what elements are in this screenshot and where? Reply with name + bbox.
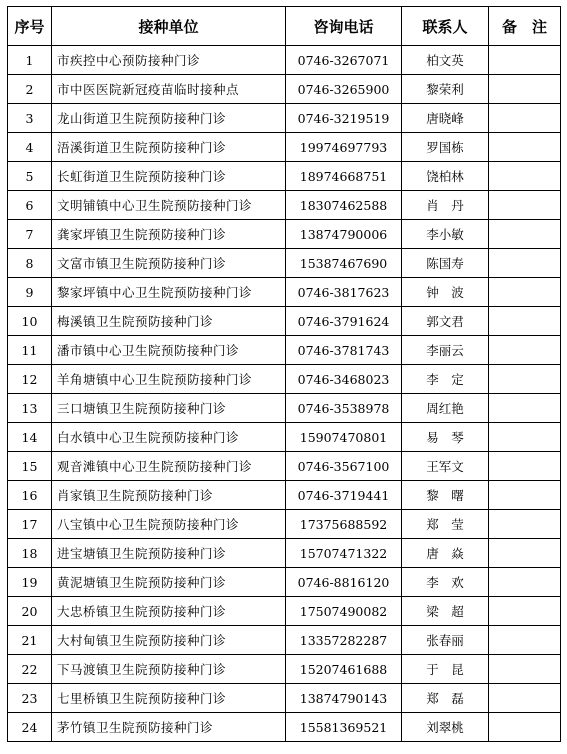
row-unit-name: 八宝镇中心卫生院预防接种门诊: [52, 510, 286, 539]
row-number: 17: [8, 510, 52, 539]
row-number: 11: [8, 336, 52, 365]
vaccination-sites-table: [7, 6, 561, 742]
row-unit-name: 大忠桥镇卫生院预防接种门诊: [52, 597, 286, 626]
row-number: 9: [8, 278, 52, 307]
row-contact: 钟 波: [402, 278, 489, 307]
table-row: [8, 713, 561, 742]
row-contact: 张春丽: [402, 626, 489, 655]
row-unit-name: 浯溪街道卫生院预防接种门诊: [52, 133, 286, 162]
table-row: [8, 568, 561, 597]
row-phone: 0746-3719441: [286, 481, 402, 510]
row-contact: 郑 莹: [402, 510, 489, 539]
row-contact: 黎 曙: [402, 481, 489, 510]
row-number: 13: [8, 394, 52, 423]
row-note: [489, 307, 561, 336]
row-phone: 18307462588: [286, 191, 402, 220]
row-phone: 19974697793: [286, 133, 402, 162]
table-row: [8, 481, 561, 510]
row-contact: 郑 磊: [402, 684, 489, 713]
row-note: [489, 626, 561, 655]
row-phone: 0746-8816120: [286, 568, 402, 597]
row-phone: 0746-3265900: [286, 75, 402, 104]
row-unit-name: 市疾控中心预防接种门诊: [52, 46, 286, 75]
row-unit-name: 三口塘镇卫生院预防接种门诊: [52, 394, 286, 423]
row-number: 1: [8, 46, 52, 75]
row-unit-name: 白水镇中心卫生院预防接种门诊: [52, 423, 286, 452]
row-phone: 0746-3791624: [286, 307, 402, 336]
row-unit-name: 梅溪镇卫生院预防接种门诊: [52, 307, 286, 336]
row-contact: 于 昆: [402, 655, 489, 684]
row-number: 6: [8, 191, 52, 220]
header-contact-person: 联系人: [402, 7, 489, 46]
table-row: [8, 510, 561, 539]
row-phone: 15387467690: [286, 249, 402, 278]
table-row: [8, 365, 561, 394]
row-number: 5: [8, 162, 52, 191]
row-contact: 李 定: [402, 365, 489, 394]
row-contact: 饶柏林: [402, 162, 489, 191]
row-unit-name: 长虹街道卫生院预防接种门诊: [52, 162, 286, 191]
row-note: [489, 568, 561, 597]
row-contact: 黎荣利: [402, 75, 489, 104]
table-row: [8, 46, 561, 75]
row-note: [489, 539, 561, 568]
row-note: [489, 220, 561, 249]
row-unit-name: 羊角塘镇中心卫生院预防接种门诊: [52, 365, 286, 394]
row-phone: 17507490082: [286, 597, 402, 626]
row-unit-name: 文明铺镇中心卫生院预防接种门诊: [52, 191, 286, 220]
row-contact: 李 欢: [402, 568, 489, 597]
row-phone: 0746-3567100: [286, 452, 402, 481]
row-unit-name: 文富市镇卫生院预防接种门诊: [52, 249, 286, 278]
row-phone: 0746-3538978: [286, 394, 402, 423]
row-unit-name: 观音滩镇中心卫生院预防接种门诊: [52, 452, 286, 481]
row-note: [489, 75, 561, 104]
row-phone: 13874790006: [286, 220, 402, 249]
row-number: 15: [8, 452, 52, 481]
row-note: [489, 278, 561, 307]
row-phone: 15707471322: [286, 539, 402, 568]
row-unit-name: 大村甸镇卫生院预防接种门诊: [52, 626, 286, 655]
row-unit-name: 市中医医院新冠疫苗临时接种点: [52, 75, 286, 104]
row-number: 2: [8, 75, 52, 104]
header-vaccination-unit: 接种单位: [52, 7, 286, 46]
row-contact: 李小敏: [402, 220, 489, 249]
row-phone: 13357282287: [286, 626, 402, 655]
table-row: [8, 162, 561, 191]
row-number: 12: [8, 365, 52, 394]
row-phone: 17375688592: [286, 510, 402, 539]
table-row: [8, 191, 561, 220]
row-phone: 0746-3781743: [286, 336, 402, 365]
row-number: 14: [8, 423, 52, 452]
row-unit-name: 黎家坪镇中心卫生院预防接种门诊: [52, 278, 286, 307]
table-row: [8, 133, 561, 162]
table-row: [8, 452, 561, 481]
row-unit-name: 潘市镇中心卫生院预防接种门诊: [52, 336, 286, 365]
row-note: [489, 365, 561, 394]
row-unit-name: 下马渡镇卫生院预防接种门诊: [52, 655, 286, 684]
row-phone: 0746-3817623: [286, 278, 402, 307]
row-phone: 15207461688: [286, 655, 402, 684]
table-row: [8, 336, 561, 365]
table-row: [8, 278, 561, 307]
row-contact: 梁 超: [402, 597, 489, 626]
header-number: 序号: [8, 7, 52, 46]
row-note: [489, 481, 561, 510]
row-note: [489, 133, 561, 162]
header-remarks: 备 注: [489, 7, 561, 46]
table-row: [8, 539, 561, 568]
row-phone: 0746-3267071: [286, 46, 402, 75]
table-row: [8, 597, 561, 626]
row-contact: 唐 焱: [402, 539, 489, 568]
row-number: 4: [8, 133, 52, 162]
row-number: 3: [8, 104, 52, 133]
row-unit-name: 龙山街道卫生院预防接种门诊: [52, 104, 286, 133]
row-contact: 周红艳: [402, 394, 489, 423]
row-phone: 0746-3468023: [286, 365, 402, 394]
header-consult-phone: 咨询电话: [286, 7, 402, 46]
table-row: [8, 307, 561, 336]
row-contact: 刘翠桃: [402, 713, 489, 742]
row-note: [489, 423, 561, 452]
row-phone: 13874790143: [286, 684, 402, 713]
row-unit-name: 龚家坪镇卫生院预防接种门诊: [52, 220, 286, 249]
row-phone: 15581369521: [286, 713, 402, 742]
row-contact: 唐晓峰: [402, 104, 489, 133]
row-note: [489, 713, 561, 742]
row-note: [489, 336, 561, 365]
table-body: [8, 46, 561, 742]
row-phone: 15907470801: [286, 423, 402, 452]
row-contact: 李丽云: [402, 336, 489, 365]
row-note: [489, 162, 561, 191]
row-phone: 0746-3219519: [286, 104, 402, 133]
row-number: 24: [8, 713, 52, 742]
row-number: 19: [8, 568, 52, 597]
row-phone: 18974668751: [286, 162, 402, 191]
table-row: [8, 655, 561, 684]
row-contact: 肖 丹: [402, 191, 489, 220]
row-number: 22: [8, 655, 52, 684]
row-unit-name: 进宝塘镇卫生院预防接种门诊: [52, 539, 286, 568]
row-number: 23: [8, 684, 52, 713]
row-note: [489, 684, 561, 713]
table-row: [8, 220, 561, 249]
row-note: [489, 452, 561, 481]
row-note: [489, 104, 561, 133]
row-unit-name: 黄泥塘镇卫生院预防接种门诊: [52, 568, 286, 597]
row-note: [489, 597, 561, 626]
row-note: [489, 394, 561, 423]
row-note: [489, 510, 561, 539]
table-row: [8, 626, 561, 655]
table-row: [8, 249, 561, 278]
row-contact: 罗国栋: [402, 133, 489, 162]
row-contact: 柏文英: [402, 46, 489, 75]
row-number: 16: [8, 481, 52, 510]
row-number: 18: [8, 539, 52, 568]
table-row: [8, 394, 561, 423]
row-unit-name: 七里桥镇卫生院预防接种门诊: [52, 684, 286, 713]
row-contact: 陈国寿: [402, 249, 489, 278]
row-contact: 易 琴: [402, 423, 489, 452]
row-unit-name: 茅竹镇卫生院预防接种门诊: [52, 713, 286, 742]
row-note: [489, 191, 561, 220]
row-number: 10: [8, 307, 52, 336]
row-note: [489, 655, 561, 684]
row-number: 8: [8, 249, 52, 278]
row-contact: 郭文君: [402, 307, 489, 336]
table-row: [8, 75, 561, 104]
table-row: [8, 423, 561, 452]
table-row: [8, 684, 561, 713]
row-contact: 王军文: [402, 452, 489, 481]
table-row: [8, 104, 561, 133]
row-number: 21: [8, 626, 52, 655]
row-number: 20: [8, 597, 52, 626]
row-number: 7: [8, 220, 52, 249]
row-note: [489, 46, 561, 75]
row-unit-name: 肖家镇卫生院预防接种门诊: [52, 481, 286, 510]
row-note: [489, 249, 561, 278]
table-header-row: [8, 7, 561, 46]
